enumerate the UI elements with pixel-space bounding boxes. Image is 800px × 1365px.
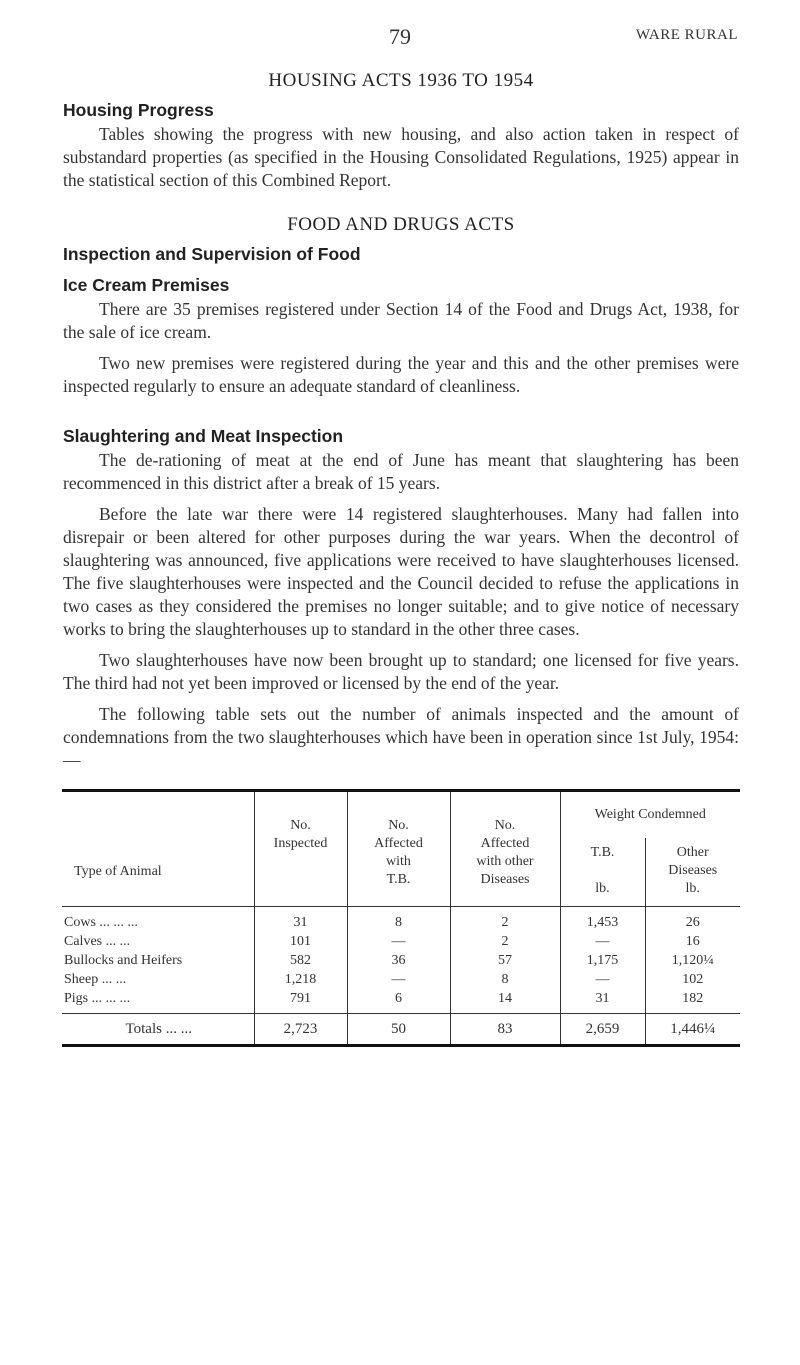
other-cell: 57 bbox=[450, 951, 560, 970]
slaughtering-paragraph-4: The following table sets out the number of animals inspected and the amount of condemnations from the two slaughterhouses which have been in operation since 1st July, 1954:— bbox=[63, 704, 739, 770]
housing-progress-heading: Housing Progress bbox=[63, 100, 214, 120]
slaughtering-paragraph-3: Two slaughterhouses have now been brought up to standard; one licensed for five years. The third had not yet been improved or licensed by the end of the year. bbox=[63, 650, 739, 693]
header-type-of-animal: Type of Animal bbox=[62, 791, 254, 907]
other-cell: 14 bbox=[450, 989, 560, 1014]
table-row bbox=[62, 932, 740, 951]
header-weight-other: Other Diseases lb. bbox=[645, 838, 740, 906]
weight-tb-cell: 31 bbox=[560, 989, 645, 1014]
total-tb: 50 bbox=[347, 1014, 450, 1046]
other-cell: 8 bbox=[450, 970, 560, 989]
animal-cell: Sheep ... ... bbox=[64, 972, 127, 987]
totals-row bbox=[62, 1014, 740, 1046]
page-body bbox=[63, 70, 739, 780]
header-affected-other: No. Affected with other Diseases bbox=[450, 791, 560, 907]
animal-cell: Calves ... ... bbox=[64, 934, 131, 949]
total-weight-tb: 2,659 bbox=[560, 1014, 645, 1046]
other-cell: 2 bbox=[450, 907, 560, 933]
table-row bbox=[62, 970, 740, 989]
housing-section-title: HOUSING ACTS 1936 TO 1954 bbox=[268, 70, 534, 91]
header-inspected: No. Inspected bbox=[254, 791, 347, 907]
meat-inspection-table bbox=[62, 789, 740, 1047]
weight-other-cell: 26 bbox=[645, 907, 740, 933]
tb-cell: — bbox=[347, 932, 450, 951]
animal-cell: Cows ... ... ... bbox=[64, 915, 138, 930]
total-other: 83 bbox=[450, 1014, 560, 1046]
slaughtering-paragraph-2: Before the late war there were 14 registered slaughterhouses. Many had fallen into disrepair or been altered for other purposes during the war years. When the decontrol of slaughtering was announced, five applications were received to have slaughterhouses licensed. The five slaughterhouses were inspected and the Council decided to refuse the applications in two cases as they considered the premises no longer suitable; and to give notice of necessary works to bring the slaughterhouses up to standard in the other three cases. bbox=[63, 504, 739, 639]
inspected-cell: 791 bbox=[254, 989, 347, 1014]
running-head: WARE RURAL bbox=[635, 27, 738, 43]
slaughtering-heading: Slaughtering and Meat Inspection bbox=[63, 426, 344, 446]
food-section-title: FOOD AND DRUGS ACTS bbox=[287, 214, 515, 235]
ice-cream-paragraph-2: Two new premises were registered during the year and this and the other premises were inspected regularly to ensure an adequate standard of cleanliness. bbox=[63, 353, 739, 396]
tb-cell: 6 bbox=[347, 989, 450, 1014]
table-row bbox=[62, 907, 740, 933]
weight-tb-cell: — bbox=[560, 970, 645, 989]
inspection-heading: Inspection and Supervision of Food bbox=[63, 244, 361, 264]
tb-cell: — bbox=[347, 970, 450, 989]
weight-other-cell: 102 bbox=[645, 970, 740, 989]
housing-paragraph: Tables showing the progress with new housing, and also action taken in respect of substandard properties (as specified in the Housing Consolidated Regulations, 1925) appear in the statistical section of this Combined Report. bbox=[63, 124, 739, 190]
totals-label: Totals ... ... bbox=[62, 1014, 254, 1046]
tb-cell: 8 bbox=[347, 907, 450, 933]
table-row bbox=[62, 989, 740, 1014]
ice-cream-paragraph-1: There are 35 premises registered under Section 14 of the Food and Drugs Act, 1938, for the sale of ice cream. bbox=[63, 299, 739, 342]
ice-cream-heading: Ice Cream Premises bbox=[63, 275, 230, 295]
total-inspected: 2,723 bbox=[254, 1014, 347, 1046]
page-number: 79 bbox=[389, 24, 411, 49]
inspected-cell: 101 bbox=[254, 932, 347, 951]
header-weight-condemned: Weight Condemned bbox=[560, 791, 740, 839]
inspected-cell: 582 bbox=[254, 951, 347, 970]
animal-cell: Bullocks and Heifers bbox=[64, 953, 183, 968]
weight-tb-cell: 1,175 bbox=[560, 951, 645, 970]
header-affected-tb: No. Affected with T.B. bbox=[347, 791, 450, 907]
header-weight-tb: T.B. lb. bbox=[560, 838, 645, 906]
slaughtering-paragraph-1: The de-rationing of meat at the end of June has meant that slaughtering has been recommenced in this district after a break of 15 years. bbox=[63, 450, 739, 493]
inspected-cell: 1,218 bbox=[254, 970, 347, 989]
weight-other-cell: 1,120¼ bbox=[645, 951, 740, 970]
weight-other-cell: 16 bbox=[645, 932, 740, 951]
other-cell: 2 bbox=[450, 932, 560, 951]
total-weight-other: 1,446¼ bbox=[645, 1014, 740, 1046]
weight-tb-cell: — bbox=[560, 932, 645, 951]
weight-other-cell: 182 bbox=[645, 989, 740, 1014]
animal-cell: Pigs ... ... ... bbox=[64, 991, 131, 1006]
table-row bbox=[62, 951, 740, 970]
inspected-cell: 31 bbox=[254, 907, 347, 933]
weight-tb-cell: 1,453 bbox=[560, 907, 645, 933]
tb-cell: 36 bbox=[347, 951, 450, 970]
